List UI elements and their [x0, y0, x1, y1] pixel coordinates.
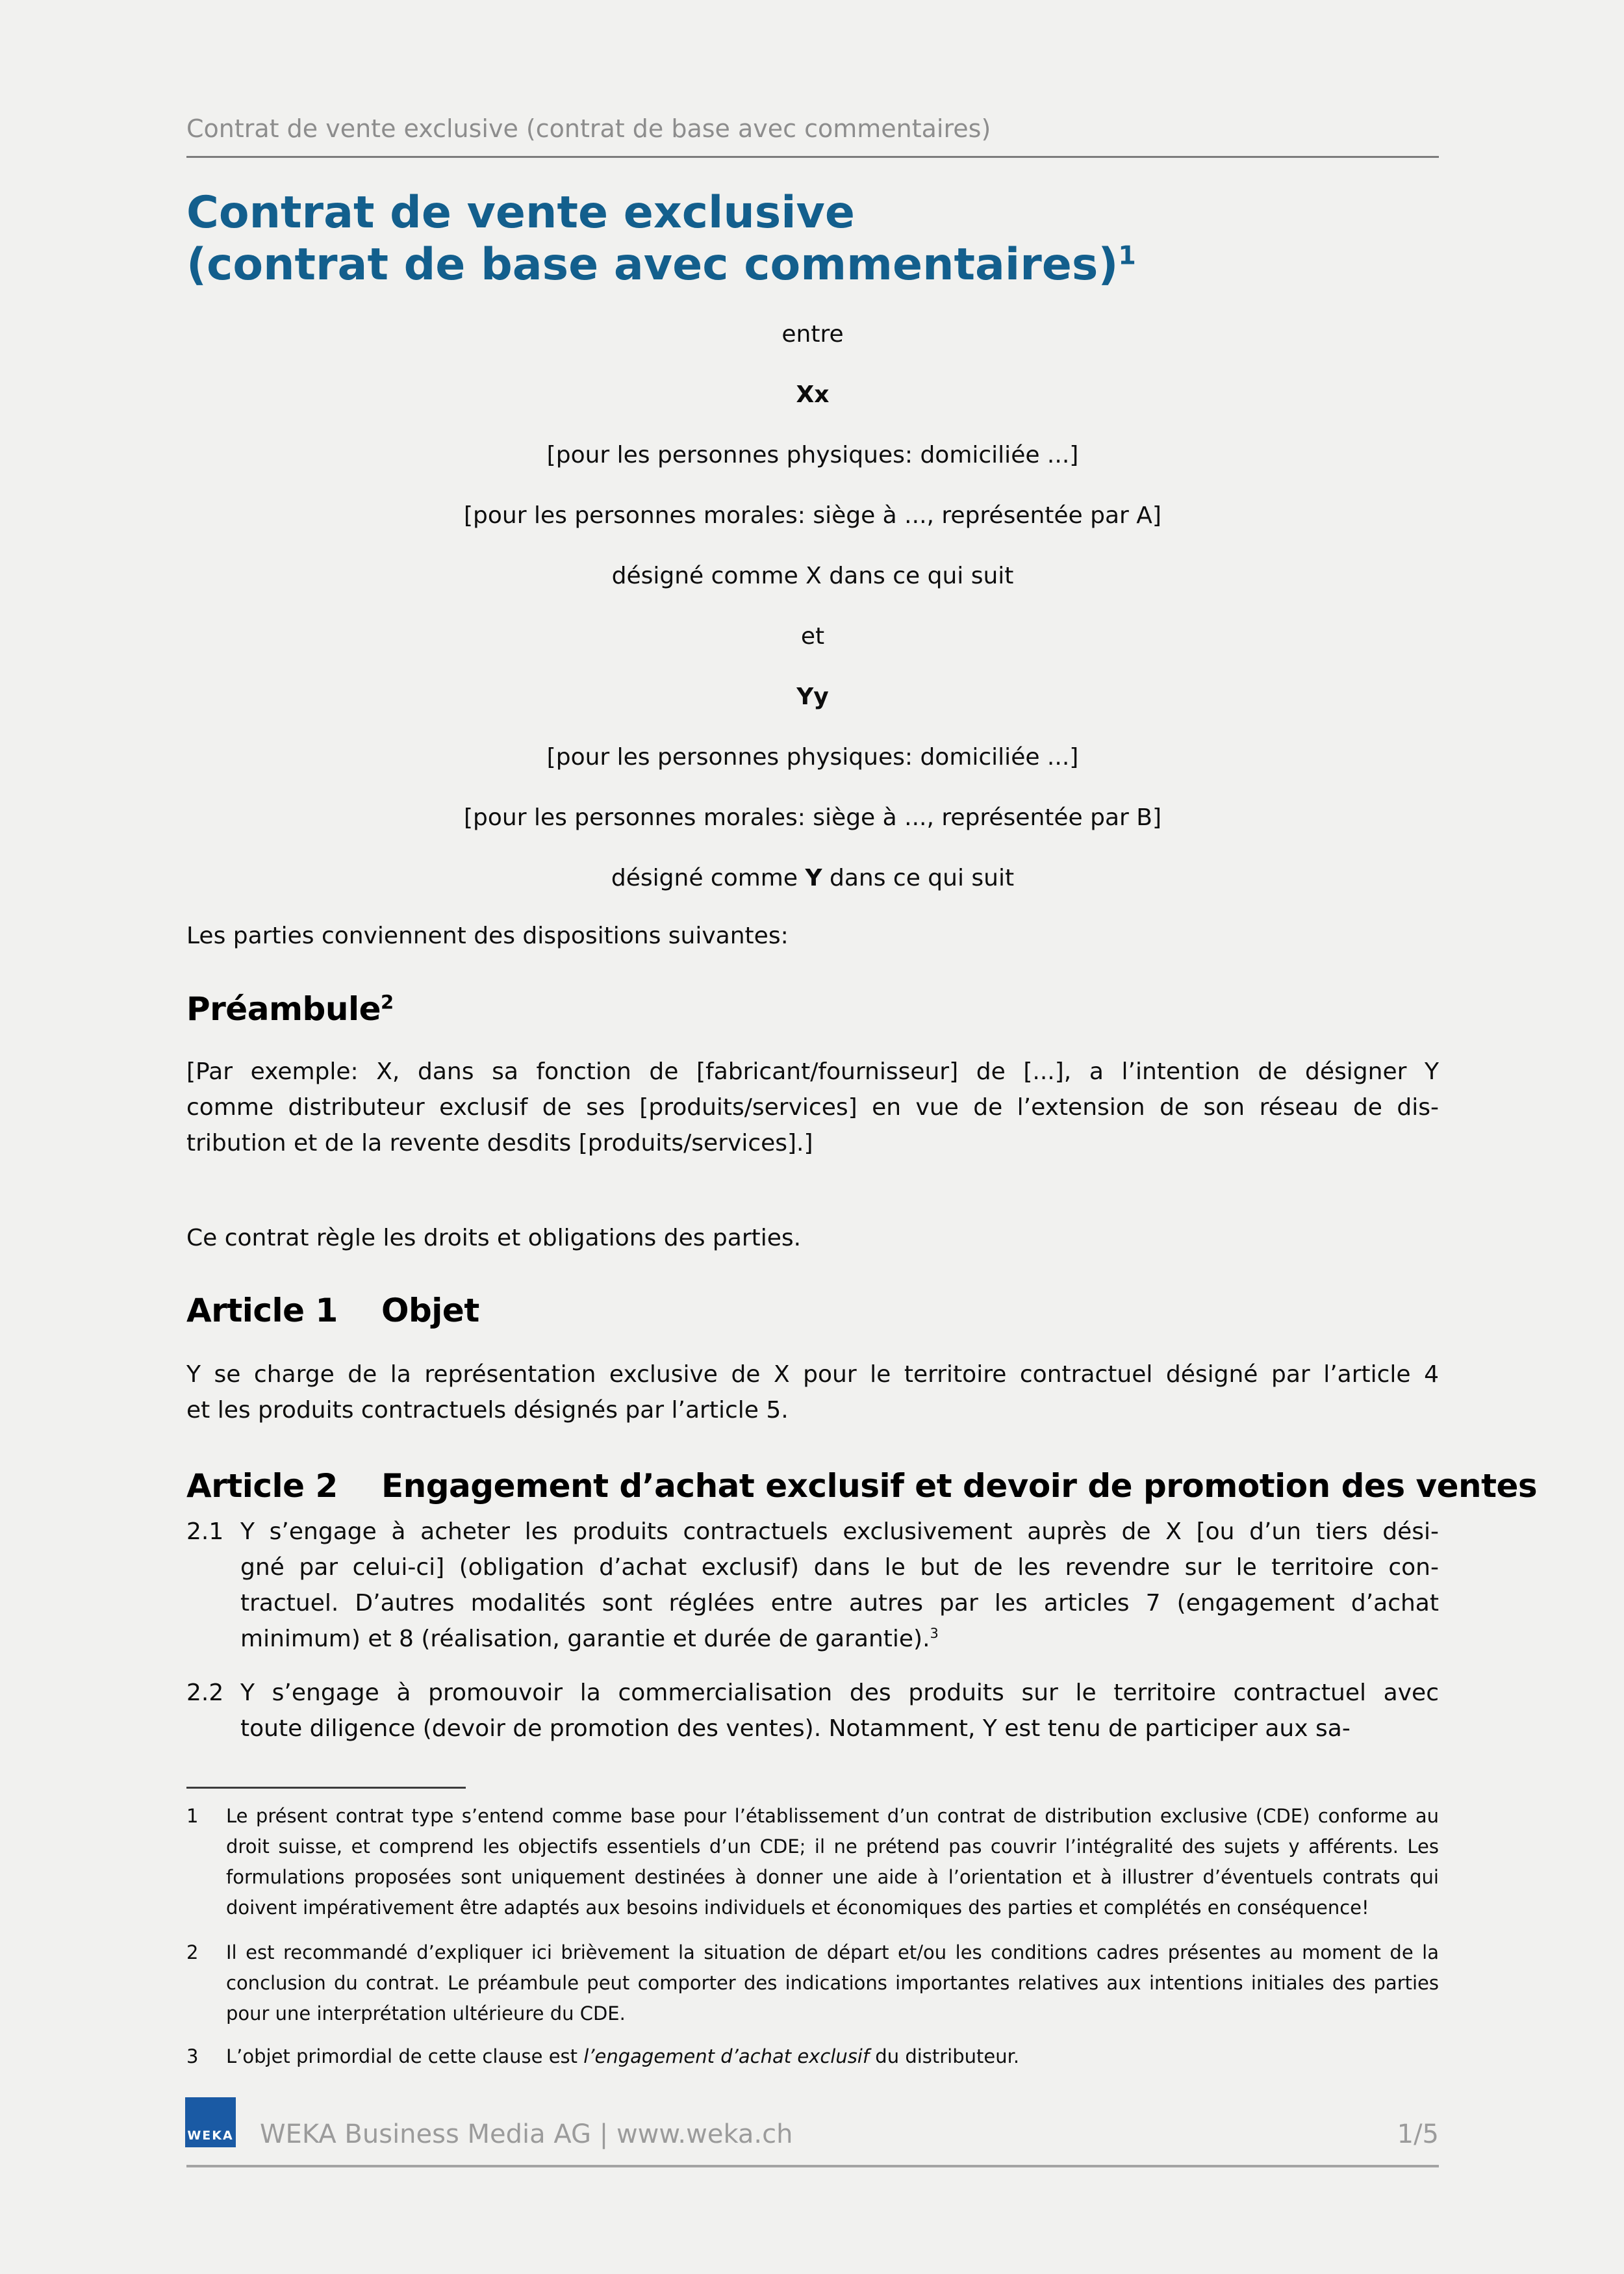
contract-note: Ce contrat règle les droits et obligations des parties. [186, 1225, 802, 1251]
clause-2-2: 2.2 Y s’engage à promouvoir la commercialisation des produits sur le territoire contractuel avec toute diligence (devoir de promotion des ventes). Notamment, Y est tenu de participer aux sa- [186, 1675, 1439, 1746]
article-1-paragraph: Y se charge de la représentation exclusive de X pour le territoire contractuel désigné par l’article 4 et les produits contractuels désignés par l’article 5. [186, 1361, 1439, 1424]
footnote-ref-3: 3 [930, 1626, 939, 1641]
party-x-name: Xx [796, 381, 830, 408]
between-label: entre [781, 321, 844, 348]
article-1-number: Article 1 [186, 1292, 338, 1329]
footnote-1-number: 1 [186, 1805, 199, 1827]
footnote-2: 2 Il est recommandé d’expliquer ici brièvement la situation de départ et/ou les conditions cadres présentes au moment de la conclusion du contrat. Le préambule peut comporter des indications importantes relatives aux intentions initiales des parties pour une interprétation ultérieure du CDE. [186, 1937, 1439, 2029]
footnote-ref-1: 1 [1118, 240, 1136, 271]
footer-rule [186, 2165, 1439, 2167]
page-content [186, 0, 1538, 2274]
article-2-number: Article 2 [186, 1467, 338, 1505]
weka-logo-text: WEKA [187, 2128, 234, 2143]
party-x-designation: désigné comme X dans ce qui suit [611, 563, 1014, 589]
party-x-physical: [pour les personnes physiques: domiciliée ...] [546, 442, 1079, 468]
header-rule [186, 156, 1439, 158]
heading-article-2 [186, 1467, 1538, 1505]
clause-2-1: 2.1 Y s’engage à acheter les produits contractuels exclusivement auprès de X [ou d’un tiers dési- gné par celui-ci] (obligation d’achat exclusif) dans le but de les revendre sur le territoire con- tractuel. D’autres modalités sont réglées entre autres par les articles 7 (engagement d’achat minimum) et 8 (réalisation, garantie et durée de garantie).$^3$ [186, 1514, 1439, 1657]
footer-company: WEKA Business Media AG | www.weka.ch [260, 2119, 793, 2149]
parties-block [186, 316, 1439, 921]
footnote-3-number: 3 [186, 2045, 199, 2067]
footnote-ref-2: 2 [381, 991, 394, 1014]
running-header: Contrat de vente exclusive (contrat de base avec commentaires) [186, 114, 991, 143]
party-y-moral: [pour les personnes morales: siège à ..., représentée par B] [463, 804, 1162, 831]
heading-preambule: Préambule$^2$ [186, 990, 394, 1028]
party-y-letter: Y [805, 865, 822, 891]
document-title-line2: (contrat de base avec commentaires)$^1$ [186, 239, 1136, 290]
document-title [186, 187, 1136, 291]
heading-article-1 [186, 1294, 479, 1327]
article-1-title: Objet [381, 1292, 479, 1329]
clause-2-2-number: 2.2 [186, 1680, 224, 1706]
and-label: et [800, 623, 825, 650]
footnote-separator [186, 1787, 466, 1789]
agreement-line: Les parties conviennent des dispositions suivantes: [186, 923, 789, 949]
party-x-moral: [pour les personnes morales: siège à ..., représentée par A] [464, 502, 1161, 529]
party-y-designation: désigné comme Y dans ce qui suit [611, 865, 1015, 891]
page-number: 1/5 [1397, 2119, 1439, 2149]
footnote-3: 3 L’objet primordial de cette clause est l’engagement d’achat exclusif du distributeur. [186, 2041, 1439, 2072]
footnote-2-number: 2 [186, 1941, 199, 1963]
party-y-name: Yy [796, 683, 829, 710]
clause-2-1-number: 2.1 [186, 1518, 224, 1545]
weka-logo [185, 2097, 236, 2147]
preambule-paragraph: [Par exemple: X, dans sa fonction de [fabricant/fournisseur] de [...], a l’intention de désigner Y comme distributeur exclusif de ses [produits/services] en vue de l’extension de son réseau de dis- tribution et de la revente desdits [produits/services].] [186, 1058, 1439, 1156]
footnote-1: 1 Le présent contrat type s’entend comme base pour l’établissement d’un contrat de distribution exclusive (CDE) conforme au droit suisse, et comprend les objectifs essentiels d’un CDE; il ne prétend pas couvrir l’intégralité des sujets y afférents. Les formulations proposées sont uniquement destinées à donner une aide à l’orientation et à illustrer d’éventuels contrats qui doivent impérativement être adaptés aux besoins individuels et économiques des parties et complétés en conséquence! [186, 1801, 1439, 1923]
party-y-physical: [pour les personnes physiques: domiciliée ...] [546, 744, 1079, 771]
article-2-title: Engagement d’achat exclusif et devoir de promotion des ventes [381, 1467, 1538, 1505]
document-title-line1: Contrat de vente exclusive [186, 187, 855, 238]
party-x-letter: X [806, 563, 822, 589]
